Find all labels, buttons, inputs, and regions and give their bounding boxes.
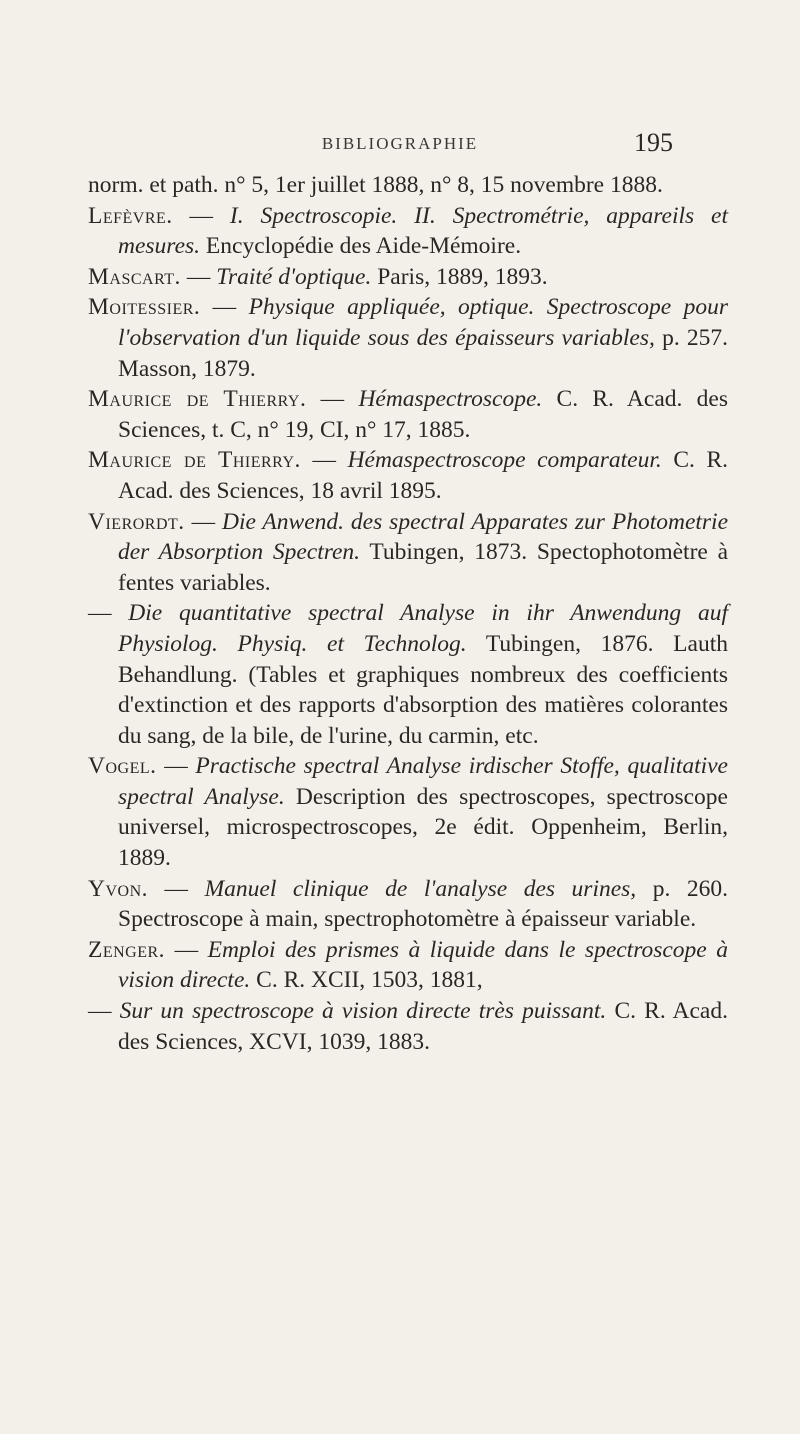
entry-title: Sur un spectroscope à vision directe très puissant. <box>119 998 607 1025</box>
bibliography-list <box>88 170 728 1057</box>
entry-details: Encyclopédie des Aide-Mémoire. <box>200 233 522 260</box>
entry-dash: — <box>306 386 359 413</box>
entry-title: Emploi des prismes à liquide dans le spectroscope à vision directe. <box>118 936 729 994</box>
bibliography-entry <box>88 292 728 384</box>
running-title: BIBLIOGRAPHIE <box>321 134 479 153</box>
bibliography-entry-continuation <box>88 170 728 201</box>
entry-author: Mascart. <box>88 263 181 290</box>
entry-text: norm. et path. n° 5, 1er juillet 1888, n° 8, 15 novembre 1888. <box>88 172 663 198</box>
entry-dash: — <box>165 936 208 963</box>
entry-details: C. R. XCII, 1503, 1881, <box>250 967 483 994</box>
entry-author: Yvon. <box>88 875 149 902</box>
entry-dash: — <box>172 202 230 229</box>
entry-author: Zenger. <box>88 936 166 963</box>
bibliography-entry <box>88 445 728 506</box>
entry-dash: — <box>88 600 129 627</box>
entry-title: Die quantitative spectral Analyse in ihr Anwendung auf Physiolog. Physiq. et Technolog. <box>118 600 728 657</box>
bibliography-entry <box>88 507 728 599</box>
entry-details: C. R. Acad. des Sciences, t. C, n° 19, CI, n° 17, 1885. <box>118 386 728 443</box>
entry-details: Tubingen, 1873. Spectophotomètre à fentes variables. <box>118 539 728 596</box>
bibliography-entry <box>88 751 728 873</box>
page-number: 195 <box>634 128 673 157</box>
entry-title: Practische spectral Analyse irdischer Stoffe, qualitative spectral Analyse. <box>118 753 728 810</box>
entry-dash: — <box>200 294 249 321</box>
entry-dash: — <box>156 753 196 780</box>
entry-dash: — <box>300 447 348 474</box>
bibliography-entry <box>88 598 728 751</box>
entry-details: Tubingen, 1876. Lauth Behandlung. (Tables et graphiques nombreux des coefficients d'extinction et des rapports d'absorption des matières colorantes du sang, de la bile, de l'urine, du carmin, etc. <box>118 630 728 749</box>
entry-title: Hémaspectroscope comparateur. <box>347 447 662 474</box>
entry-author: Maurice de Thierry. <box>88 386 307 413</box>
bibliography-entry <box>88 874 728 935</box>
bibliography-entry <box>88 384 728 445</box>
entry-dash: — <box>148 875 205 902</box>
bibliography-entry <box>88 201 728 262</box>
entry-details: Description des spectroscopes, spectroscope universel, microspectroscopes, 2e édit. Oppenheim, Berlin, 1889. <box>118 783 728 872</box>
entry-details: p. 260. Spectroscope à main, spectrophotomètre à épaisseur variable. <box>118 875 728 933</box>
bibliography-entry <box>88 996 728 1057</box>
running-head <box>0 128 800 168</box>
bibliography-entry <box>88 935 728 996</box>
entry-details: C. R. Acad. des Sciences, XCVI, 1039, 1883. <box>118 998 728 1055</box>
entry-author: Lefèvre. <box>88 202 173 229</box>
entry-details: p. 257. Masson, 1879. <box>118 324 729 382</box>
entry-title: Hémaspectroscope. <box>358 386 543 413</box>
entry-author: Vogel. <box>88 753 157 780</box>
entry-author: Vierordt. <box>88 508 185 535</box>
entry-author: Moitessier. <box>88 294 201 321</box>
entry-dash: — <box>180 263 217 290</box>
entry-details: C. R. Acad. des Sciences, 18 avril 1895. <box>118 447 728 504</box>
entry-title: Die Anwend. des spectral Apparates zur Photometrie der Absorption Spectren. <box>118 508 729 566</box>
entry-author: Maurice de Thierry. <box>88 447 301 474</box>
entry-details: Paris, 1889, 1893. <box>371 263 548 290</box>
entry-dash: — <box>184 508 223 535</box>
entry-title: I. Spectroscopie. II. Spectrométrie, appareils et mesures. <box>118 202 728 260</box>
entry-dash: — <box>88 998 120 1025</box>
entry-title: Manuel clinique de l'analyse des urines, <box>204 875 637 902</box>
entry-title: Physique appliquée, optique. Spectroscope pour l'observation d'un liquide sous des épaisseurs variables, <box>118 294 728 351</box>
bibliography-entry <box>88 262 728 293</box>
entry-title: Traité d'optique. <box>216 263 372 290</box>
